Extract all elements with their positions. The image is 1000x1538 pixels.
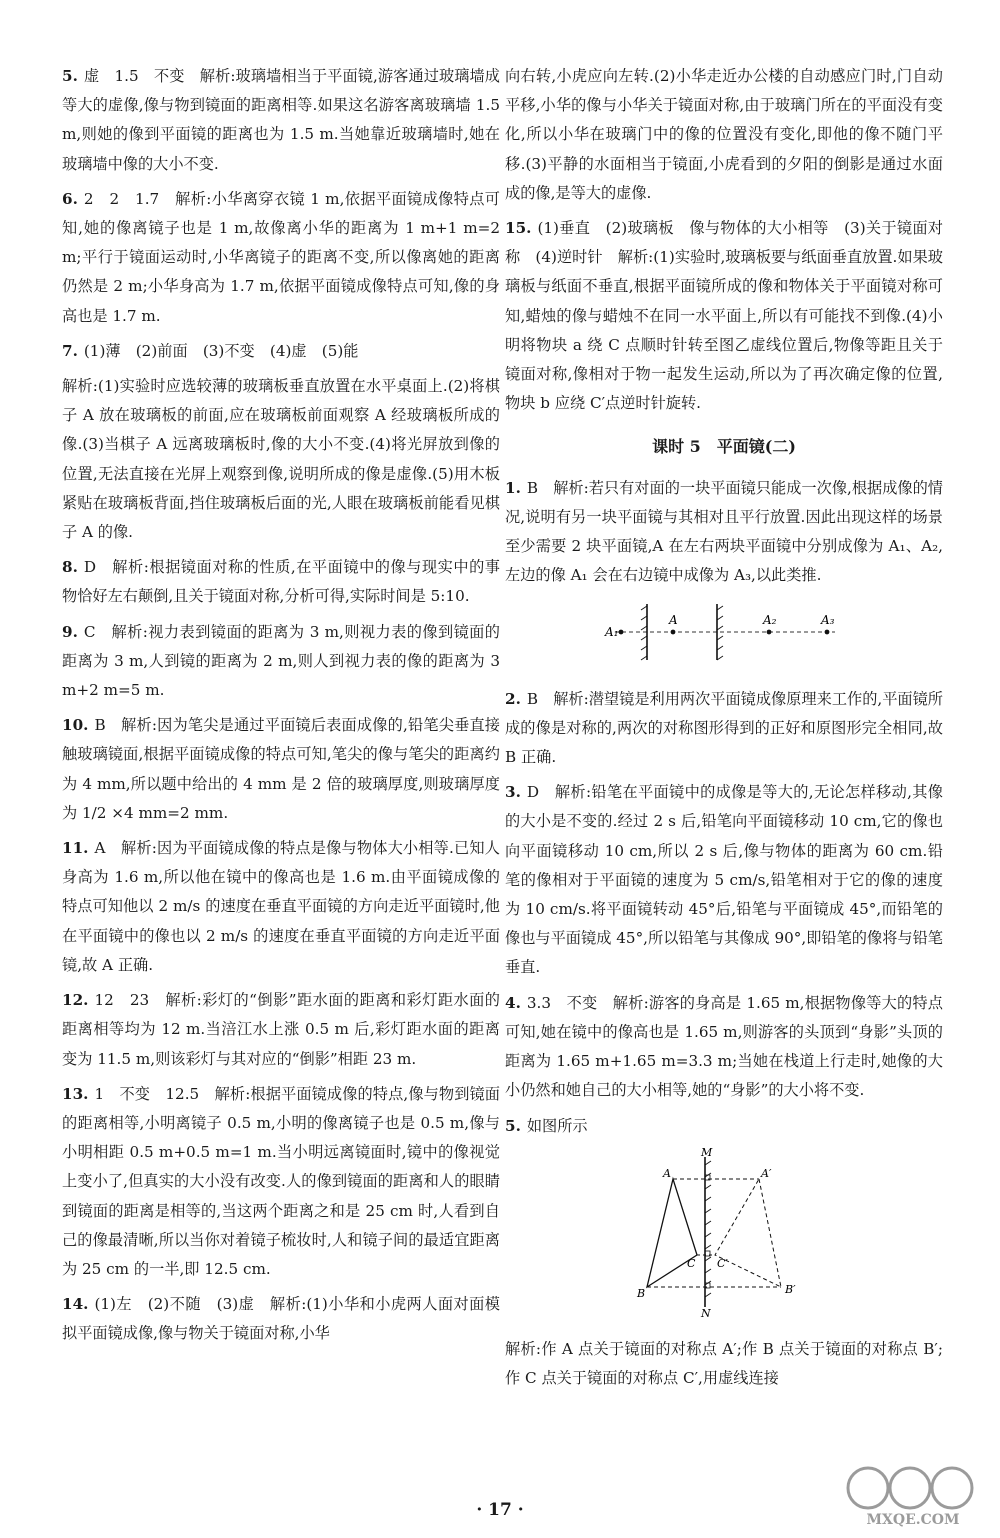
answer-text: 向右转,小虎应向左转.(2)小华走近办公楼的自动感应门时,门自动平移,小华的像与小华关于镜面对称,由于玻璃门所在的平面没有变化,所以小华在玻璃门中的像的位置没有变化,即他的像不随门平移.(3)平静的水面相当于镜面,小虎看到的夕阳的倒影是通过水面成的像,是等大的虚像. — [505, 67, 943, 202]
answer-7 — [62, 337, 500, 366]
answer-text: B 解析:潜望镜是利用两次平面镜成像原理来工作的,平面镜所成的像是对称的,两次的对称图形得到的正好和原图形完全相同,故 B 正确. — [505, 689, 943, 767]
label-m: M — [701, 1146, 713, 1159]
answer-15 — [505, 214, 943, 418]
answer-s5-5 — [505, 1112, 943, 1141]
answer-8 — [62, 553, 500, 611]
answer-text: (1)垂直 (2)玻璃板 像与物体的大小相等 (3)关于镜面对称 (4)逆时针 解析:(1)实验时,玻璃板要与纸面垂直放置.如果玻璃板与纸面不垂直,根据平面镜所成的像和物体关于平面镜对称可知,蜡烛的像与蜡烛不在同一水平面上,所以有可能找不到像.(4)小明将物块 a 绕 C 点顺时针转至图乙虚线位置后,物像等距且关于镜面对称,像相对于物一起发生运动,所以为了再次确定像的位置,物块 b 应绕 C′点逆时针旋转. — [505, 219, 943, 413]
q-number: 1. — [505, 478, 521, 497]
label-a3: A₃ — [821, 613, 835, 628]
answer-text: 解析:作 A 点关于镜面的对称点 A′;作 B 点关于镜面的对称点 B′;作 C 点关于镜面的对称点 C′,用虚线连接 — [505, 1339, 943, 1388]
answer-text: (1)左 (2)不随 (3)虚 解析:(1)小华和小虎两人面对面模拟平面镜成像,像与物关于镜面对称,小华 — [62, 1295, 500, 1343]
label-c-prime: C′ — [717, 1256, 728, 1270]
answer-text: A 解析:因为平面镜成像的特点是像与物体大小相等.已知人身高为 1.6 m,所以他在镜中的像高也是 1.6 m.由平面镜成像的特点可知他以 2 m/s 的速度在垂直平面镜的方向走近平面镜时,他在平面镜中的像也以 2 m/s 的速度在垂直平面镜的方向走近平面镜,故 A 正确. — [62, 839, 500, 974]
right-column — [505, 62, 943, 1399]
answer-text: D 解析:根据镜面对称的性质,在平面镜中的像与现实中的事物恰好左右颠倒,且关于镜面对称,分析可得,实际时间是 5:10. — [62, 558, 500, 606]
label-b: B — [637, 1286, 646, 1300]
answer-text: 12 23 解析:彩灯的“倒影”距水面的距离和彩灯距水面的距离相等均为 12 m.当涪江水上涨 0.5 m 后,彩灯距水面的距离变为 11.5 m,则该彩灯与其对应的“倒影”相距 23 m. — [62, 991, 500, 1068]
answer-14 — [62, 1290, 500, 1348]
answer-text: B 解析:因为笔尖是通过平面镜后表面成像的,铅笔尖垂直接触玻璃镜面,根据平面镜成像的特点可知,笔尖的像与笔尖的距离约为 4 mm,所以题中给出的 4 mm 是 2 倍的玻璃厚度,则玻璃厚度为 1/2 ×4 mm=2 mm. — [62, 716, 500, 822]
answer-text: 解析:(1)实验时应选较薄的玻璃板垂直放置在水平桌面上.(2)将棋子 A 放在玻璃板的前面,应在玻璃板前面观察 A 经玻璃板所成的像.(3)当棋子 A 远离玻璃板时,像的大小不变.(4)将光屏放到像的位置,无法直接在光屏上观察到像,说明所成的像是虚像.(5)用木板紧贴在玻璃板背面,挡住玻璃板后面的光,人眼在玻璃板前能看见棋子 A 的像. — [62, 377, 500, 542]
answer-text: (1)薄 (2)前面 (3)不变 (4)虚 (5)能 — [83, 341, 359, 360]
answer-s5-2 — [505, 685, 943, 773]
q-number: 15. — [505, 219, 532, 238]
answer-text: 虚 1.5 不变 解析:玻璃墙相当于平面镜,游客通过玻璃墙成等大的虚像,像与物到镜面的距离相等.如果这名游客离玻璃墙 1.5 m,则她的像到平面镜的距离也为 1.5 m.当她靠近玻璃墙时,她在玻璃墙中像的大小不变. — [62, 67, 500, 173]
label-b-prime: B′ — [785, 1282, 796, 1296]
page-number: · 17 · — [476, 1500, 524, 1520]
left-column — [62, 62, 500, 1355]
q-number: 11. — [62, 839, 89, 858]
answer-s5-3 — [505, 778, 943, 982]
triangle-mirror-diagram — [505, 1147, 943, 1327]
answer-text: D 解析:铅笔在平面镜中的成像是等大的,无论怎样移动,其像的大小是不变的.经过 2 s 后,铅笔向平面镜移动 10 cm,它的像也向平面镜移动 10 cm,所以 2 s 后,像与物体的距离为 60 cm.铅笔的像相对于平面镜的速度为 5 cm/s,铅笔相对于它的像的速度为 10 cm/s.将平面镜转动 45°后,铅笔与平面镜成 45°,而铅笔的像也与平面镜成 45°,所以铅笔与其像成 90°,即铅笔的像将与铅笔垂直. — [505, 783, 943, 977]
answer-text: 2 2 1.7 解析:小华离穿衣镜 1 m,依据平面镜成像特点可知,她的像离镜子也是 1 m,故像离小华的距离为 1 m+1 m=2 m;平行于镜面运动时,小华离镜子的距离不变,所以像离她的距离仍然是 2 m;小华身高为 1.7 m,依据平面镜成像特点可知,像的身高也是 1.7 m. — [62, 189, 500, 325]
q-number: 2. — [505, 689, 521, 708]
mirror-image-figure — [505, 596, 943, 666]
two-mirror-diagram — [505, 596, 943, 676]
answer-9 — [62, 618, 500, 706]
answer-text: 3.3 不变 解析:游客的身高是 1.65 m,根据物像等大的特点可知,她在镜中的像高也是 1.65 m,则游客的头顶到“身影”头顶的距离为 1.65 m+1.65 m=3.3 m;当她在栈道上行走时,她像的大小仍然和她自己的大小相等,她的“身影”的大小将不变. — [505, 993, 943, 1100]
answer-text: 如图所示 — [526, 1116, 588, 1135]
q-number: 13. — [62, 1084, 89, 1103]
answer-10 — [62, 711, 500, 828]
label-a: A — [663, 1166, 671, 1180]
q-number: 5. — [505, 1116, 521, 1135]
answer-text: 1 不变 12.5 解析:根据平面镜成像的特点,像与物到镜面的距离相等,小明离镜子 0.5 m,小明的像离镜子也是 0.5 m,像与小明相距 0.5 m+0.5 m=1 m.当小明远离镜面时,镜中的像视觉上变小了,但真实的大小没有改变.人的像到镜面的距离和人的眼睛到镜面的距离是相等的,当这两个距离之和是 25 cm 时,人看到自己的像最清晰,所以当你对着镜子梳妆时,人和镜子间的最适宜距离为 25 cm 的一半,即 12.5 cm. — [62, 1084, 500, 1278]
answer-s5-4 — [505, 989, 943, 1106]
q-number: 9. — [62, 622, 78, 641]
answer-11 — [62, 834, 500, 980]
label-a: A — [669, 613, 678, 628]
q-number: 6. — [62, 189, 78, 208]
answer-text: C 解析:视力表到镜面的距离为 3 m,则视力表的像到镜面的距离为 3 m,人到镜的距离为 2 m,则人到视力表的像的距离为 3 m+2 m=5 m. — [62, 622, 500, 700]
answer-s5-5-analysis — [505, 1335, 943, 1393]
answer-14-cont — [505, 62, 943, 208]
svg-text:MXQE.COM: MXQE.COM — [866, 1512, 960, 1528]
label-n: N — [701, 1306, 711, 1317]
q-number: 12. — [62, 991, 89, 1010]
label-a2: A₂ — [763, 613, 777, 628]
label-a-prime: A′ — [761, 1166, 772, 1180]
q-number: 10. — [62, 716, 89, 735]
q-number: 4. — [505, 993, 521, 1012]
section-title: 课时 5 平面镜(二) — [652, 437, 796, 457]
watermark-logo — [838, 1460, 988, 1530]
answer-12 — [62, 986, 500, 1074]
answer-7-analysis — [62, 372, 500, 547]
q-number: 3. — [505, 783, 521, 802]
triangle-reflection-figure — [505, 1147, 943, 1317]
q-number: 14. — [62, 1295, 89, 1314]
answer-13 — [62, 1080, 500, 1284]
q-number: 5. — [62, 67, 78, 85]
q-number: 8. — [62, 558, 78, 577]
label-c: C — [687, 1256, 696, 1270]
label-a1: A₁ — [605, 625, 619, 640]
q-number: 7. — [62, 341, 78, 360]
answer-6 — [62, 185, 500, 331]
answer-text: B 解析:若只有对面的一块平面镜只能成一次像,根据成像的情况,说明有另一块平面镜与其相对且平行放置.因此出现这样的场景至少需要 2 块平面镜,A 在左右两块平面镜中分别成像为 A₁、A₂,左边的像 A₁ 会在右边镜中成像为 A₃,以此类推. — [505, 478, 943, 585]
answer-s5-1 — [505, 474, 943, 591]
answer-5 — [62, 62, 500, 179]
